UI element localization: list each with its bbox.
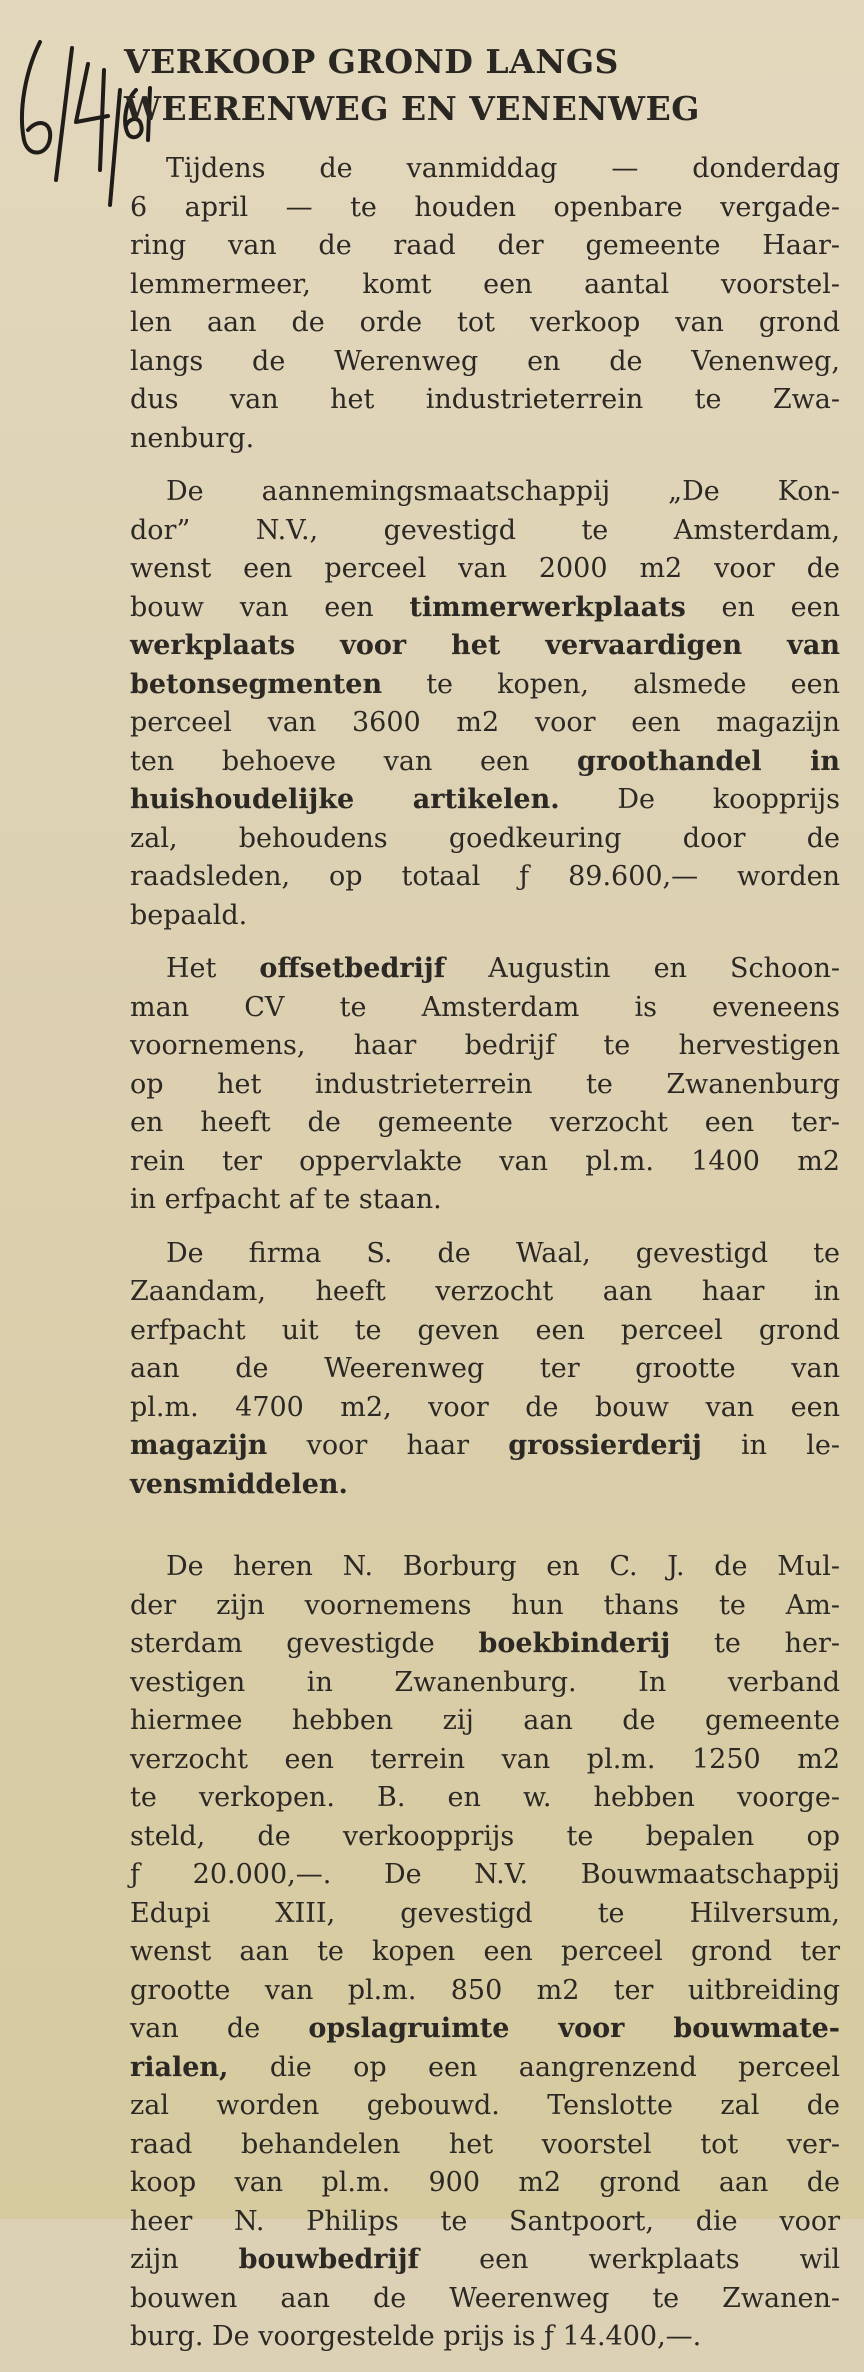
- text-segment: te her-: [670, 1628, 840, 1659]
- text-segment: wenst aan te kopen een perceel grond ter: [130, 1936, 840, 1967]
- text-segment: De koopprijs: [559, 784, 840, 815]
- text-segment: van de: [130, 2013, 309, 2044]
- article-line: [130, 2087, 840, 2126]
- article-line: [130, 1273, 840, 1312]
- article-line: [130, 2203, 840, 2242]
- article-line: [130, 1818, 840, 1857]
- text-segment: lemmermeer, komt een aantal voorstel-: [130, 268, 840, 300]
- text-segment: bouwen aan de Weerenweg te Zwanen-: [130, 2282, 840, 2314]
- article-line: [130, 2280, 840, 2319]
- text-segment: burg. De voorgestelde prijs is ƒ 14.400,—.: [130, 2321, 702, 2352]
- article-line: [130, 1933, 840, 1972]
- text-segment: langs de Werenweg en de Venenweg,: [130, 345, 840, 377]
- article-line: [130, 1312, 840, 1351]
- article-line: [130, 1389, 840, 1428]
- bold-text-segment: huishoudelijke artikelen.: [130, 784, 560, 815]
- text-segment: dor” N.V., gevestigd te Amsterdam,: [130, 514, 840, 546]
- article-line: [130, 189, 840, 228]
- article-line: [130, 1427, 840, 1466]
- text-segment: te kopen, alsmede een: [382, 668, 840, 700]
- text-segment: steld, de verkoopprijs te bepalen op: [130, 1820, 840, 1852]
- text-segment: zijn: [130, 2244, 239, 2275]
- text-segment: nenburg.: [130, 422, 255, 454]
- article-line: [130, 1027, 840, 1066]
- text-segment: dus van het industrieterrein te Zwa-: [130, 384, 840, 415]
- text-segment: bepaald.: [130, 899, 248, 931]
- article-line: [130, 1895, 840, 1934]
- text-segment: De firma S. de Waal, gevestigd te: [166, 1237, 840, 1269]
- article-line: [130, 420, 840, 459]
- bold-text-segment: grossierderij: [508, 1430, 702, 1461]
- text-segment: erfpacht uit te geven een perceel grond: [130, 1314, 840, 1346]
- article-line: [130, 1587, 840, 1626]
- article-line: [130, 266, 840, 305]
- article-paragraph: [130, 1235, 840, 1505]
- bold-text-segment: betonsegmenten: [130, 668, 383, 700]
- text-segment: 6 april — te houden openbare vergade-: [130, 191, 840, 223]
- article-line: [130, 1856, 840, 1895]
- text-segment: en heeft de gemeente verzocht een ter-: [130, 1107, 840, 1138]
- text-segment: Het: [166, 953, 260, 984]
- text-segment: Zaandam, heeft verzocht aan haar in: [130, 1276, 840, 1307]
- article-line: [130, 858, 840, 897]
- article-line: [130, 304, 840, 343]
- headline-line-2: WEERENWEG EN VENENWEG: [124, 89, 700, 128]
- article-line: [130, 1741, 840, 1780]
- article-line: [130, 1466, 840, 1505]
- article-line: [130, 1625, 840, 1664]
- text-segment: te verkopen. B. en w. hebben voorge-: [130, 1782, 840, 1813]
- article-headline: [124, 38, 844, 132]
- text-segment: en een: [685, 591, 841, 623]
- article-line: [130, 950, 840, 989]
- bold-text-segment: timmerwerkplaats: [409, 591, 686, 623]
- bold-text-segment: bouwbedrijf: [238, 2244, 420, 2275]
- bold-text-segment: rialen,: [130, 2051, 229, 2083]
- article-line: [130, 781, 840, 820]
- article-body: [130, 150, 840, 2372]
- bold-text-segment: offsetbedrijf: [259, 953, 446, 984]
- text-segment: len aan de orde tot verkoop van grond: [130, 307, 840, 338]
- text-segment: koop van pl.m. 900 m2 grond aan de: [130, 2167, 840, 2198]
- article-line: [130, 1702, 840, 1741]
- article-line: [130, 381, 840, 420]
- text-segment: ten behoeve van een: [130, 745, 577, 777]
- text-segment: een werkplaats wil: [419, 2244, 840, 2275]
- article-line: [130, 2164, 840, 2203]
- text-segment: raadsleden, op totaal ƒ 89.600,— worden: [130, 861, 840, 892]
- article-line: [130, 2241, 840, 2280]
- article-line: [130, 743, 840, 782]
- article-line: [130, 1104, 840, 1143]
- text-segment: Edupi XIII, gevestigd te Hilversum,: [130, 1897, 840, 1929]
- article-line: [130, 227, 840, 266]
- article-line: [130, 2318, 840, 2357]
- text-segment: raad behandelen het voorstel tot ver-: [130, 2128, 840, 2160]
- text-segment: hiermee hebben zij aan de gemeente: [130, 1705, 840, 1736]
- text-segment: op het industrieterrein te Zwanenburg: [130, 1068, 840, 1100]
- article-paragraph: [130, 1548, 840, 2357]
- text-segment: De heren N. Borburg en C. J. de Mul-: [166, 1551, 840, 1582]
- text-segment: Tijdens de vanmiddag — donderdag: [166, 153, 840, 184]
- article-line: [130, 627, 840, 666]
- text-segment: verzocht een terrein van pl.m. 1250 m2: [130, 1743, 840, 1775]
- text-segment: aan de Weerenweg ter grootte van: [130, 1353, 840, 1384]
- article-line: [130, 150, 840, 189]
- text-segment: rein ter oppervlakte van pl.m. 1400 m2: [130, 1145, 840, 1177]
- text-segment: wenst een perceel van 2000 m2 voor de: [130, 553, 840, 584]
- text-segment: Augustin en Schoon-: [445, 953, 840, 984]
- article-paragraph: [130, 150, 840, 458]
- article-line: [130, 666, 840, 705]
- article-line: [130, 1548, 840, 1587]
- text-segment: ring van de raad der gemeente Haar-: [130, 230, 840, 261]
- article-line: [130, 2010, 840, 2049]
- text-segment: De aannemingsmaatschappij „De Kon-: [166, 476, 840, 507]
- article-line: [130, 897, 840, 936]
- text-segment: pl.m. 4700 m2, voor de bouw van een: [130, 1391, 840, 1423]
- bold-text-segment: groothandel in: [576, 745, 840, 777]
- text-segment: der zijn voornemens hun thans te Am-: [130, 1589, 840, 1621]
- article-line: [130, 550, 840, 589]
- bold-text-segment: opslagruimte voor bouwmate-: [308, 2013, 840, 2044]
- text-segment: zal, behoudens goedkeuring door de: [130, 822, 840, 854]
- article-line: [130, 1181, 840, 1220]
- article-line: [130, 1972, 840, 2011]
- text-segment: die op een aangrenzend perceel: [228, 2051, 840, 2083]
- article-line: [130, 704, 840, 743]
- article-line: [130, 1350, 840, 1389]
- text-segment: in erfpacht af te staan.: [130, 1184, 442, 1215]
- text-segment: ƒ 20.000,—. De N.V. Bouwmaatschappij: [130, 1859, 840, 1890]
- text-segment: vestigen in Zwanenburg. In verband: [130, 1666, 840, 1698]
- article-line: [130, 820, 840, 859]
- text-segment: bouw van een: [130, 591, 410, 623]
- text-segment: voornemens, haar bedrijf te hervestigen: [130, 1030, 840, 1061]
- text-segment: grootte van pl.m. 850 m2 ter uitbreiding: [130, 1974, 840, 2006]
- article-line: [130, 343, 840, 382]
- article-paragraph: [130, 950, 840, 1220]
- article-line: [130, 1066, 840, 1105]
- text-segment: perceel van 3600 m2 voor een magazijn: [130, 707, 840, 738]
- headline-line-1: VERKOOP GROND LANGS: [124, 42, 619, 81]
- article-line: [130, 512, 840, 551]
- article-paragraph: [130, 473, 840, 935]
- text-segment: man CV te Amsterdam is eveneens: [130, 991, 840, 1023]
- bold-text-segment: vensmiddelen.: [130, 1468, 348, 1500]
- article-line: [130, 989, 840, 1028]
- article-line: [130, 1779, 840, 1818]
- article-line: [130, 1664, 840, 1703]
- bold-text-segment: magazijn: [130, 1430, 268, 1461]
- article-line: [130, 2049, 840, 2088]
- article-line: [130, 589, 840, 628]
- text-segment: sterdam gevestigde: [130, 1628, 479, 1659]
- article-line: [130, 1235, 840, 1274]
- article-line: [130, 473, 840, 512]
- bold-text-segment: boekbinderij: [478, 1628, 671, 1659]
- article-line: [130, 2126, 840, 2165]
- text-segment: zal worden gebouwd. Tenslotte zal de: [130, 2090, 840, 2121]
- bold-text-segment: werkplaats voor het vervaardigen van: [130, 630, 840, 661]
- text-segment: voor haar: [267, 1430, 509, 1461]
- text-segment: in le-: [701, 1430, 840, 1461]
- article-line: [130, 1143, 840, 1182]
- text-segment: heer N. Philips te Santpoort, die voor: [130, 2205, 840, 2237]
